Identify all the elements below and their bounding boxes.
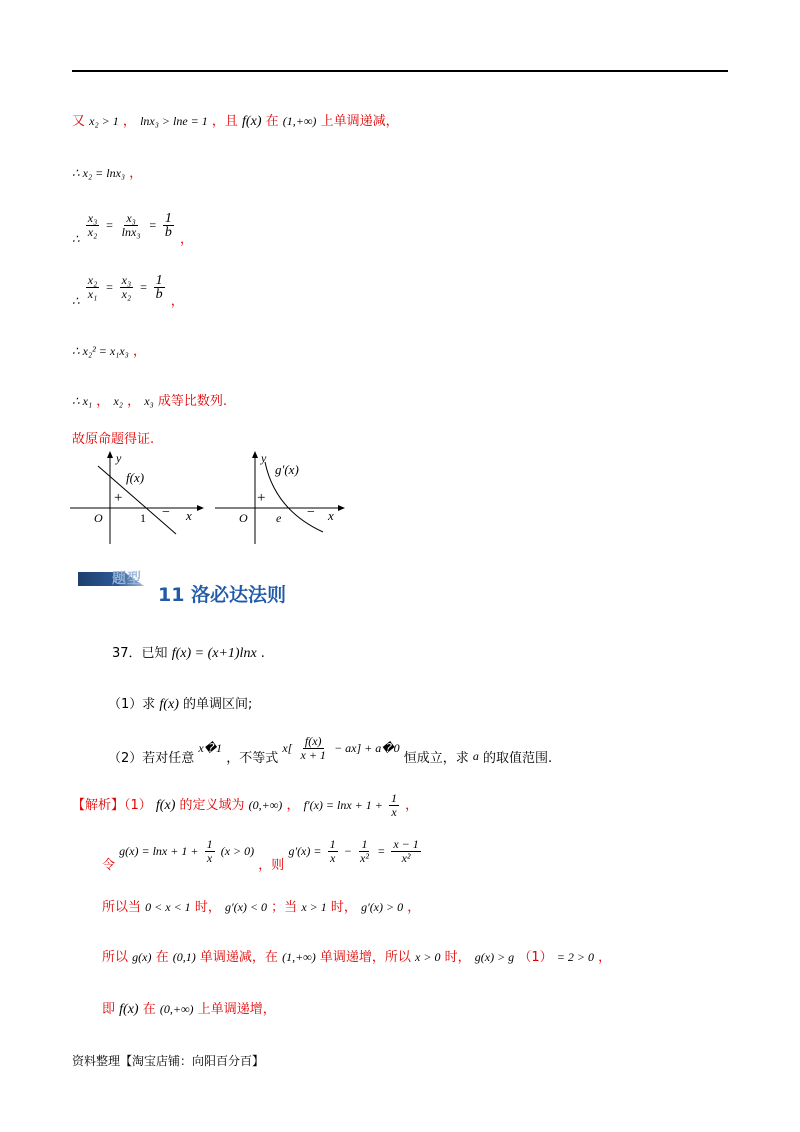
math: f(x) <box>159 697 179 712</box>
plus-sign: + <box>114 490 123 506</box>
math: (0,1) <box>172 950 196 964</box>
solution-line-4 <box>102 946 611 965</box>
text: ；当 <box>271 900 298 915</box>
text: ， <box>180 232 194 247</box>
text: ， <box>170 294 184 309</box>
math: (0,+∞) <box>159 1002 194 1016</box>
solution-line-5 <box>102 998 276 1018</box>
tick-label: 1 <box>140 511 146 525</box>
text: 即 <box>102 1002 116 1017</box>
text: 时， <box>330 900 357 915</box>
origin-label: O <box>239 511 248 525</box>
math: ∴ <box>72 232 80 246</box>
proof-line-6 <box>72 390 227 409</box>
math: g′(x) < 0 <box>224 900 268 914</box>
text: 又 <box>72 114 86 129</box>
text: 恒成立，求 <box>403 751 469 766</box>
text: ， <box>129 166 143 181</box>
fraction: $\frac{1}{b}$ <box>164 211 172 240</box>
text: 单调递减，在 <box>199 950 278 965</box>
math: x > 0 <box>415 950 441 964</box>
graph-f <box>70 448 210 548</box>
math: (0,+∞) <box>248 798 283 812</box>
curve-label: f(x) <box>126 470 145 485</box>
fraction: $\frac{\text{x₃}}{\text{x₂}}$ <box>87 211 98 239</box>
math: (1,+∞) <box>282 114 317 128</box>
math: f(x) = (x+1)lnx <box>171 646 257 661</box>
fraction: $\frac{1}{x}$ <box>390 791 397 819</box>
section-badge-label: 题型 <box>112 571 142 587</box>
text: 所以 <box>102 950 129 965</box>
problem-part-2 <box>108 735 552 766</box>
proof-line-1 <box>72 110 399 130</box>
text: . <box>260 646 265 661</box>
math: = <box>148 218 157 232</box>
proof-line-7 <box>72 428 154 447</box>
math: g′(x) > 0 <box>361 900 404 914</box>
header-rule <box>72 70 728 72</box>
math: − <box>343 844 352 858</box>
text: 成等比数列. <box>157 394 228 409</box>
math: ∴ <box>72 294 80 308</box>
fraction: $\frac{x - 1}{\text{x²}}$ <box>393 837 419 865</box>
x-axis-label: x <box>186 508 192 523</box>
tick-label: e <box>276 511 282 525</box>
math: f(x) <box>155 798 176 813</box>
proof-line-3 <box>72 212 193 247</box>
text: （1） <box>518 950 553 965</box>
math: f(x) <box>119 1002 139 1017</box>
text: ， <box>286 798 300 813</box>
text: 的单调区间; <box>183 697 253 712</box>
fraction: $\frac{1}{x}$ <box>206 837 213 865</box>
text: ， <box>127 394 141 409</box>
text: 时， <box>194 900 221 915</box>
solution-line-3 <box>102 896 420 915</box>
y-axis-label: y <box>261 451 267 465</box>
footer-text: 资料整理【淘宝店铺：向阳百分百】 <box>72 1054 265 1068</box>
text: 故原命题得证. <box>72 432 155 447</box>
math: x₃ <box>144 394 154 408</box>
math: x > 1 <box>301 900 327 914</box>
text: 的取值范围. <box>483 751 553 766</box>
text: （1）求 <box>108 697 156 712</box>
math: a <box>472 749 479 763</box>
text: ， <box>405 798 419 813</box>
fraction: $\frac{1}{\text{x²}}$ <box>360 837 369 865</box>
math: = <box>105 218 114 232</box>
text: ， <box>122 114 136 129</box>
text: 在 <box>142 1002 156 1017</box>
minus-sign: − <box>162 505 170 520</box>
math: f′(x) = lnx + 1 + <box>303 798 383 812</box>
text: 37．已知 <box>112 646 168 661</box>
text: ， <box>407 900 421 915</box>
text: ， <box>132 344 146 359</box>
text: ， <box>598 950 612 965</box>
math: = <box>139 280 148 294</box>
math: x₂ > 1 <box>89 114 119 128</box>
solution-tag: 【解析】（1） <box>72 798 152 813</box>
text: ，则 <box>258 858 285 873</box>
math: lnx₃ > lne = 1 <box>140 114 208 128</box>
text: （2）若对任意 <box>108 751 195 766</box>
solution-line-1 <box>72 792 418 819</box>
proof-line-5 <box>72 340 146 359</box>
origin-label: O <box>94 511 103 525</box>
text: 单调递增，所以 <box>319 950 411 965</box>
math: ∴ x₂² = x₁x₃ <box>72 344 129 358</box>
section-title: 11 洛必达法则 <box>158 584 287 606</box>
math: = <box>377 844 386 858</box>
text: 的定义域为 <box>179 798 245 813</box>
math: (1,+∞) <box>282 950 316 964</box>
minus-sign: − <box>307 505 315 520</box>
math: g(x) = lnx + 1 + <box>119 844 199 858</box>
math: f(x) <box>242 114 262 129</box>
math: g(x) <box>132 950 152 964</box>
text: ，且 <box>211 114 238 129</box>
text: ，不等式 <box>226 751 279 766</box>
text: 所以当 <box>102 900 142 915</box>
text: 在 <box>155 950 169 965</box>
fraction: $\frac{1}{b}$ <box>155 273 163 302</box>
math: (x > 0) <box>220 844 255 858</box>
text: 令 <box>102 858 116 873</box>
x-axis-label: x <box>328 508 334 523</box>
fraction: $\frac{\text{x₃}}{\text{lnx₃}}$ <box>121 211 141 239</box>
fraction: $\frac{1}{x}$ <box>329 837 336 865</box>
y-axis-label: y <box>116 451 122 465</box>
math: − ax] + a�0 <box>334 741 400 755</box>
math: x₂ <box>113 394 123 408</box>
math: ∴ x₁ <box>72 394 93 408</box>
curve-label: g′(x) <box>275 462 299 477</box>
math: ∴ x₂ = lnx₃ <box>72 166 126 180</box>
problem-part-1 <box>108 693 252 713</box>
text: 上单调递增， <box>197 1002 276 1017</box>
graph-g-prime <box>215 448 355 548</box>
proof-line-2 <box>72 162 142 181</box>
fraction: $\frac{\text{x₃}}{\text{x₂}}$ <box>121 273 132 301</box>
fraction: $\frac{\text{x₂}}{\text{x₁}}$ <box>87 273 98 301</box>
text: 在 <box>265 114 279 129</box>
fraction: $\frac{f(x)}{x + 1}$ <box>300 734 326 762</box>
solution-line-2 <box>102 838 423 873</box>
math: g′(x) = <box>288 844 322 858</box>
math: = 2 > 0 <box>556 950 594 964</box>
plus-sign: + <box>257 490 266 506</box>
math: g(x) > g <box>474 950 515 964</box>
text: ， <box>96 394 110 409</box>
text: 上单调递减， <box>320 114 399 129</box>
proof-line-4 <box>72 274 184 309</box>
math: 0 < x < 1 <box>145 900 191 914</box>
math: x[ <box>282 741 293 755</box>
math: = <box>105 280 114 294</box>
problem-statement <box>112 642 265 662</box>
text: 时， <box>444 950 471 965</box>
math: x�1 <box>198 741 223 755</box>
